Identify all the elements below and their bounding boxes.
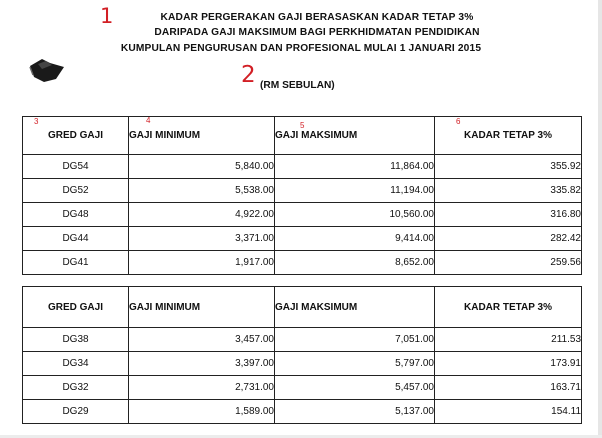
- cell-gaji-maksimum: 7,051.00: [275, 328, 435, 352]
- header-kadar-tetap: KADAR TETAP 3%: [435, 287, 582, 328]
- cell-kadar-tetap: 282.42: [435, 227, 582, 251]
- table-row: [23, 203, 582, 227]
- salary-table-2: [22, 286, 582, 424]
- cell-gred: DG29: [23, 400, 129, 424]
- cell-gaji-minimum: 5,538.00: [129, 179, 275, 203]
- annotation-number-5: 5: [300, 121, 305, 130]
- cell-gaji-minimum: 1,589.00: [129, 400, 275, 424]
- header-gaji-minimum: GAJI MINIMUM: [129, 117, 275, 155]
- table-header-row: [23, 287, 582, 328]
- table-row: [23, 328, 582, 352]
- cell-gaji-maksimum: 9,414.00: [275, 227, 435, 251]
- title-line-1: KADAR PERGERAKAN GAJI BERASASKAN KADAR TETAP 3%: [160, 12, 474, 23]
- cell-kadar-tetap: 259.56: [435, 251, 582, 275]
- cell-gred: DG41: [23, 251, 129, 275]
- table-row: [23, 352, 582, 376]
- cell-gred: DG54: [23, 155, 129, 179]
- cell-kadar-tetap: 163.71: [435, 376, 582, 400]
- table-row: [23, 251, 582, 275]
- cell-gaji-minimum: 1,917.00: [129, 251, 275, 275]
- header-gaji-minimum: GAJI MINIMUM: [129, 287, 275, 328]
- cell-gaji-maksimum: 11,864.00: [275, 155, 435, 179]
- cell-gred: DG48: [23, 203, 129, 227]
- header-gaji-maksimum: GAJI MAKSIMUM: [275, 287, 435, 328]
- page-edge-shade: [598, 0, 602, 438]
- cell-kadar-tetap: 211.53: [435, 328, 582, 352]
- annotation-number-1: 1: [100, 4, 114, 28]
- cell-kadar-tetap: 154.11: [435, 400, 582, 424]
- cell-kadar-tetap: 355.92: [435, 155, 582, 179]
- cell-kadar-tetap: 173.91: [435, 352, 582, 376]
- cell-gaji-maksimum: 8,652.00: [275, 251, 435, 275]
- table-row: [23, 376, 582, 400]
- cell-gaji-maksimum: 5,457.00: [275, 376, 435, 400]
- header-gred-gaji: GRED GAJI: [23, 287, 129, 328]
- table-row: [23, 179, 582, 203]
- cell-gred: DG44: [23, 227, 129, 251]
- redaction-blot-icon: [28, 57, 66, 83]
- title-line-3: KUMPULAN PENGURUSAN DAN PROFESIONAL MULAI 1 JANUARI 2015: [120, 43, 482, 54]
- title-line-2: DARIPADA GAJI MAKSIMUM BAGI PERKHIDMATAN PENDIDIKAN: [154, 27, 480, 38]
- table-row: [23, 400, 582, 424]
- annotation-number-3: 3: [34, 117, 39, 126]
- cell-gaji-minimum: 3,457.00: [129, 328, 275, 352]
- salary-table-1: [22, 116, 582, 275]
- table-row: [23, 227, 582, 251]
- cell-gaji-maksimum: 10,560.00: [275, 203, 435, 227]
- cell-gred: DG52: [23, 179, 129, 203]
- cell-gred: DG34: [23, 352, 129, 376]
- annotation-number-6: 6: [456, 117, 461, 126]
- table-row: [23, 155, 582, 179]
- cell-kadar-tetap: 316.80: [435, 203, 582, 227]
- annotation-number-4: 4: [146, 116, 151, 125]
- cell-gaji-minimum: 5,840.00: [129, 155, 275, 179]
- cell-gaji-minimum: 3,397.00: [129, 352, 275, 376]
- annotation-number-2: 2: [241, 62, 256, 88]
- currency-subtitle: (RM SEBULAN): [260, 80, 335, 91]
- cell-gaji-minimum: 3,371.00: [129, 227, 275, 251]
- header-gaji-maksimum: GAJI MAKSIMUM: [275, 117, 435, 155]
- cell-gaji-maksimum: 11,194.00: [275, 179, 435, 203]
- cell-gred: DG32: [23, 376, 129, 400]
- header-gred-gaji: GRED GAJI: [23, 117, 129, 155]
- cell-kadar-tetap: 335.82: [435, 179, 582, 203]
- cell-gaji-minimum: 4,922.00: [129, 203, 275, 227]
- header-kadar-tetap: KADAR TETAP 3%: [435, 117, 582, 155]
- cell-gaji-minimum: 2,731.00: [129, 376, 275, 400]
- cell-gaji-maksimum: 5,797.00: [275, 352, 435, 376]
- cell-gaji-maksimum: 5,137.00: [275, 400, 435, 424]
- cell-gred: DG38: [23, 328, 129, 352]
